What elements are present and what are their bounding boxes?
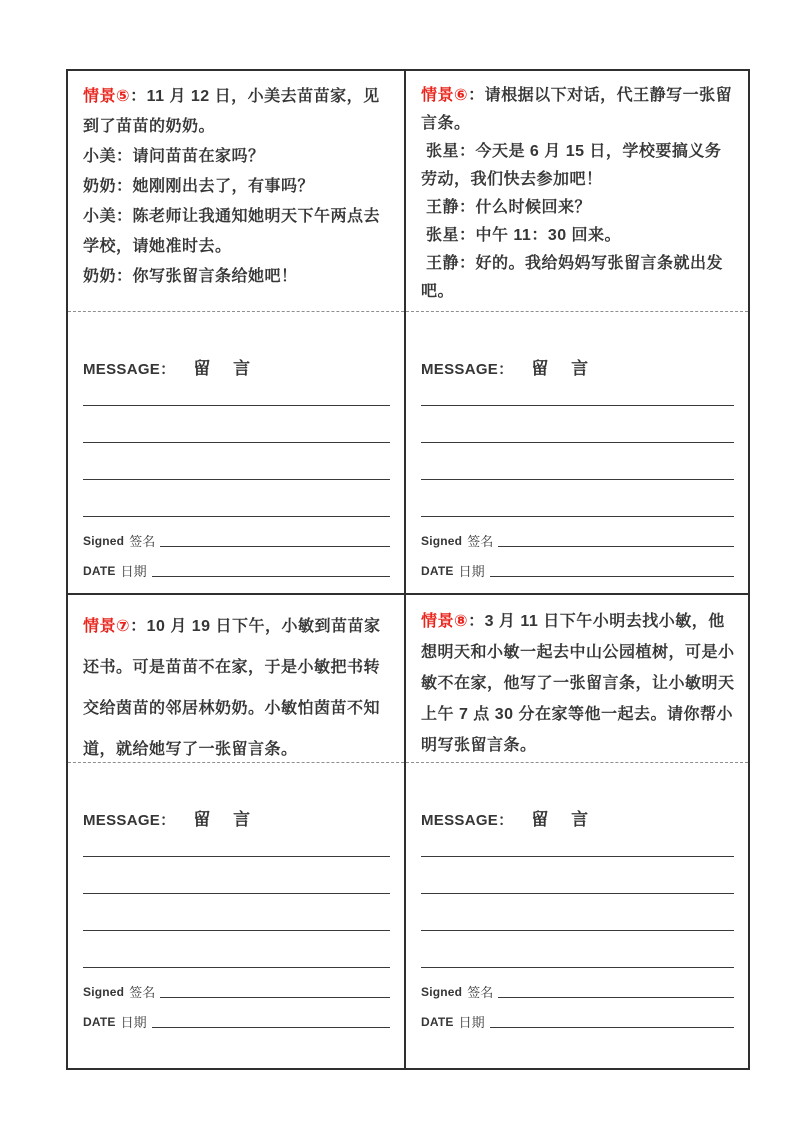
- signature-blank-line: [498, 546, 734, 547]
- date-label-zh: 日期: [458, 564, 485, 579]
- scenario-text-7: [68, 595, 404, 762]
- scenario-card-8: [406, 595, 748, 1068]
- message-heading: [83, 805, 390, 830]
- message-heading: [83, 354, 390, 379]
- scenario-card-7: [68, 595, 406, 1068]
- writing-line: [421, 856, 734, 857]
- scenario-colon: ：: [130, 88, 147, 105]
- date-label-en: DATE: [83, 1015, 116, 1029]
- date-row: [83, 563, 390, 580]
- date-row: [83, 1014, 390, 1031]
- message-label-zh: 留 言: [531, 810, 598, 829]
- message-section: [68, 763, 404, 1068]
- signature-blank-line: [160, 997, 390, 998]
- dialogue-line: 小美：请问苗苗在家吗？: [83, 148, 265, 165]
- date-label-en: DATE: [83, 564, 116, 578]
- dialogue-block: [83, 142, 391, 292]
- writing-line: [421, 405, 734, 406]
- signed-label-zh: 签名: [129, 534, 156, 549]
- scenario-intro: 3 月 11 日下午小明去找小敏，他想明天和小敏一起去中山公园植树，可是小敏不在家，他写了一张留言条，让小敏明天上午 7 点 30 分在家等他一起去。请你帮小明写张留言条。: [421, 613, 735, 754]
- scenario-tag: 情景⑦: [83, 618, 131, 635]
- message-section: [68, 312, 404, 593]
- signed-label-zh: 签名: [129, 985, 156, 1000]
- date-label-zh: 日期: [120, 1015, 147, 1030]
- writing-line: [421, 930, 734, 931]
- signed-row: [421, 533, 734, 550]
- message-label-zh: 留 言: [531, 359, 598, 378]
- date-label-en: DATE: [421, 1015, 454, 1029]
- scenario-card-6: [406, 71, 748, 595]
- dialogue-block: [421, 138, 735, 306]
- dialogue-line: 张星：今天是 6 月 15 日，学校要搞义务劳动，我们快去参加吧！: [421, 143, 722, 188]
- signed-row: [421, 984, 734, 1001]
- signed-label-en: Signed: [83, 534, 125, 548]
- message-label-zh: 留 言: [193, 810, 260, 829]
- message-label-en: MESSAGE：: [421, 361, 514, 378]
- scenario-intro: 请根据以下对话，代王静写一张留言条。: [421, 87, 733, 132]
- scenario-tag: 情景⑤: [83, 88, 131, 105]
- scenario-intro: 11 月 12 日，小美去苗苗家，见到了苗苗的奶奶。: [83, 88, 380, 135]
- scenario-paragraph: [421, 606, 735, 761]
- scenario-text-8: [406, 595, 748, 762]
- signed-label-en: Signed: [421, 985, 463, 999]
- writing-line: [421, 442, 734, 443]
- signature-blank-line: [160, 546, 390, 547]
- scenario-paragraph: [83, 606, 391, 770]
- message-label-en: MESSAGE：: [83, 361, 176, 378]
- message-label-en: MESSAGE：: [421, 812, 514, 829]
- date-row: [421, 1014, 734, 1031]
- writing-line: [83, 856, 390, 857]
- message-label-zh: 留 言: [193, 359, 260, 378]
- writing-line: [83, 930, 390, 931]
- writing-line: [83, 479, 390, 480]
- scenario-text-6: [406, 71, 748, 311]
- writing-line: [421, 893, 734, 894]
- writing-line: [421, 479, 734, 480]
- writing-line: [83, 516, 390, 517]
- scenario-colon: ：: [130, 618, 147, 635]
- message-heading: [421, 805, 734, 830]
- signed-row: [83, 533, 390, 550]
- signed-label-en: Signed: [83, 985, 125, 999]
- signed-label-en: Signed: [421, 534, 463, 548]
- writing-line: [421, 516, 734, 517]
- message-section: [406, 312, 748, 593]
- dialogue-line: 王静：什么时候回来？: [421, 199, 591, 216]
- writing-line: [83, 893, 390, 894]
- signed-label-zh: 签名: [467, 985, 494, 1000]
- scenario-table: [66, 69, 750, 1070]
- date-row: [421, 563, 734, 580]
- date-label-zh: 日期: [458, 1015, 485, 1030]
- writing-line: [83, 967, 390, 968]
- scenario-intro: 10 月 19 日下午，小敏到苗苗家还书。可是苗苗不在家，于是小敏把书转交给茵苗的邻居林奶奶。小敏怕茵苗不知道，就给她写了一张留言条。: [83, 618, 381, 758]
- writing-line: [421, 967, 734, 968]
- message-label-en: MESSAGE：: [83, 812, 176, 829]
- date-blank-line: [152, 1027, 390, 1028]
- dialogue-line: 奶奶：她刚刚出去了，有事吗？: [83, 178, 315, 195]
- writing-line: [83, 442, 390, 443]
- message-section: [406, 763, 748, 1068]
- scenario-tag: 情景⑥: [421, 87, 469, 104]
- date-blank-line: [152, 576, 390, 577]
- date-blank-line: [490, 576, 734, 577]
- scenario-tag: 情景⑧: [421, 613, 469, 630]
- scenario-paragraph: [83, 82, 391, 142]
- scenario-colon: ：: [468, 613, 485, 630]
- signature-blank-line: [498, 997, 734, 998]
- scenario-text-5: [68, 71, 404, 311]
- signed-row: [83, 984, 390, 1001]
- scenario-card-5: [68, 71, 406, 595]
- date-label-en: DATE: [421, 564, 454, 578]
- dialogue-line: 张星：中午 11：30 回来。: [421, 227, 622, 244]
- signed-label-zh: 签名: [467, 534, 494, 549]
- writing-line: [83, 405, 390, 406]
- date-label-zh: 日期: [120, 564, 147, 579]
- dialogue-line: 王静：好的。我给妈妈写张留言条就出发吧。: [421, 255, 723, 300]
- scenario-colon: ：: [468, 87, 485, 104]
- date-blank-line: [490, 1027, 734, 1028]
- scenario-paragraph: [421, 82, 735, 138]
- dialogue-line: 小美：陈老师让我通知她明天下午两点去学校，请她准时去。: [83, 208, 381, 255]
- message-heading: [421, 354, 734, 379]
- dialogue-line: 奶奶：你写张留言条给她吧！: [83, 268, 298, 285]
